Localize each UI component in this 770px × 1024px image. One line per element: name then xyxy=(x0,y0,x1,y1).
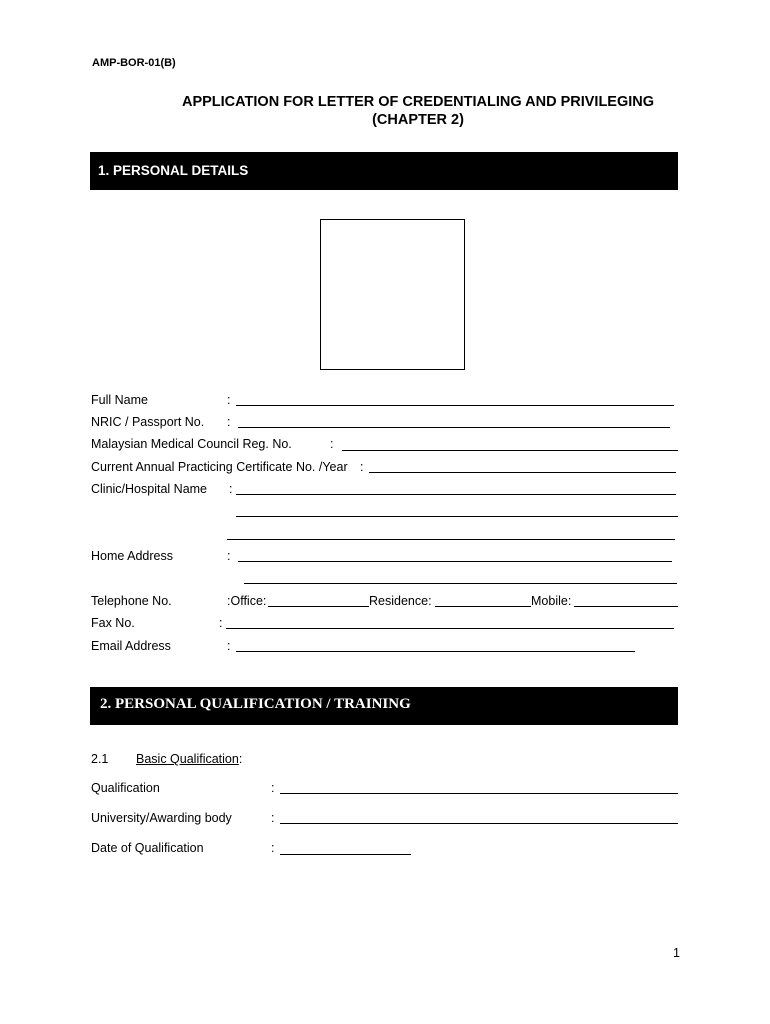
date-of-qualification-label: Date of Qualification xyxy=(91,841,204,855)
nric-colon: : xyxy=(227,415,231,429)
telephone-mobile-field[interactable] xyxy=(574,606,678,607)
mmc-field[interactable] xyxy=(342,450,678,451)
nric-label: NRIC / Passport No. xyxy=(91,415,205,429)
subsection-colon: : xyxy=(238,752,243,766)
subsection-title-wrap xyxy=(136,752,242,766)
full-name-colon: : xyxy=(227,393,231,407)
full-name-label: Full Name xyxy=(91,393,148,407)
subsection-number: 2.1 xyxy=(91,752,109,766)
clinic-field-line-2[interactable] xyxy=(236,516,678,517)
home-address-line-2[interactable] xyxy=(244,583,677,584)
university-label: University/Awarding body xyxy=(91,811,232,825)
university-colon: : xyxy=(271,811,275,825)
section-1-heading: 1. PERSONAL DETAILS xyxy=(98,163,249,178)
telephone-residence-field[interactable] xyxy=(435,606,531,607)
nric-field[interactable] xyxy=(238,427,670,428)
email-label: Email Address xyxy=(91,639,171,653)
section-1-header xyxy=(90,152,678,190)
mmc-label: Malaysian Medical Council Reg. No. xyxy=(91,437,292,451)
telephone-residence-label: Residence: xyxy=(369,594,432,608)
clinic-field-line-1[interactable] xyxy=(236,494,676,495)
fax-colon: : xyxy=(219,616,223,630)
home-address-colon: : xyxy=(227,549,231,563)
email-field[interactable] xyxy=(236,651,635,652)
qualification-label: Qualification xyxy=(91,781,160,795)
fax-label: Fax No. xyxy=(91,616,135,630)
clinic-label: Clinic/Hospital Name xyxy=(91,482,208,496)
university-field[interactable] xyxy=(280,823,678,824)
document-code: AMP-BOR-01(B) xyxy=(92,57,176,69)
page-number: 1 xyxy=(673,946,680,960)
telephone-mobile-label: Mobile: xyxy=(531,594,572,608)
clinic-colon: : xyxy=(229,482,233,496)
full-name-field[interactable] xyxy=(236,405,674,406)
section-2-header xyxy=(90,687,678,725)
qualification-field[interactable] xyxy=(280,793,678,794)
email-colon: : xyxy=(227,639,231,653)
subsection-title: Basic Qualification xyxy=(136,752,239,766)
mmc-colon: : xyxy=(330,437,334,451)
date-of-qualification-field[interactable] xyxy=(280,854,411,855)
telephone-label: Telephone No. xyxy=(91,594,172,608)
telephone-office-field[interactable] xyxy=(268,606,369,607)
fax-field[interactable] xyxy=(226,628,674,629)
clinic-field-line-3[interactable] xyxy=(227,539,675,540)
telephone-office-label: :Office: xyxy=(227,594,267,608)
home-address-line-1[interactable] xyxy=(238,561,672,562)
apc-colon: : xyxy=(360,460,364,474)
apc-field[interactable] xyxy=(369,472,676,473)
date-of-qualification-colon: : xyxy=(271,841,275,855)
form-subtitle: (CHAPTER 2) xyxy=(372,112,464,128)
apc-label: Current Annual Practicing Certificate No. /Year xyxy=(91,460,348,474)
section-2-heading: 2. PERSONAL QUALIFICATION / TRAINING xyxy=(100,696,411,712)
photo-box[interactable] xyxy=(320,219,465,370)
qualification-colon: : xyxy=(271,781,275,795)
home-address-label: Home Address xyxy=(91,549,173,563)
form-title: APPLICATION FOR LETTER OF CREDENTIALING AND PRIVILEGING xyxy=(181,94,655,110)
